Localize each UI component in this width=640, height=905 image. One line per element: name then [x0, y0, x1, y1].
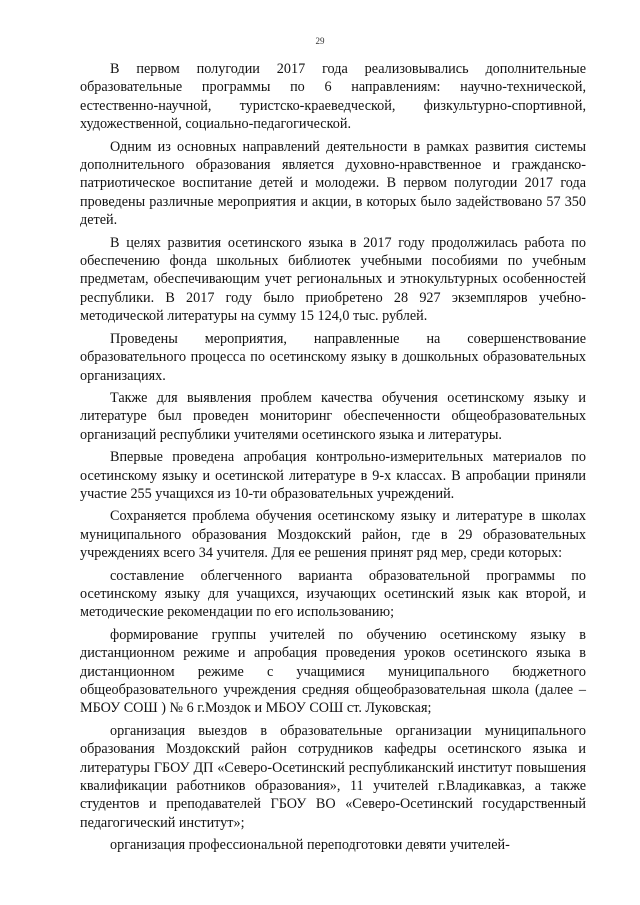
- paragraph-measure-visits: организация выездов в образовательные организации муниципального образования Моздокский район сотрудников кафедры осетинского языка и литературы ГБОУ ДП «Северо-Осетинский республиканский институт повышения квалификации работников образования», 11 учителей г.Владикавказ, а также студентов и преподавателей ГБОУ ВО «Северо-Осетинский государственный педагогический институт»;: [80, 722, 586, 831]
- paragraph-mozdok-problem: Сохраняется проблема обучения осетинскому языку и литературе в школах муниципального образования Моздокский район, где в 29 образовательных учреждениях всего 34 учителя. Для ее решения принят ряд мер, среди которых:: [80, 508, 586, 562]
- page-number: 29: [315, 36, 325, 46]
- paragraph-preschool-events: Проведены мероприятия, направленные на совершенствование образовательного процесса по осетинскому языку в дошкольных образовательных организациях.: [80, 330, 586, 384]
- paragraph-ossetian-language-development: В целях развития осетинского языка в 2017 году продолжилась работа по обеспечению фонда школьных библиотек учебными пособиями по учебным предметам, обеспечивающим учет региональных и этнокультурных особенностей республики. В 2017 году было приобретено 28 927 экземпляров учебно-методической литературы на сумму 15 124,0 тыс. рублей.: [80, 234, 586, 325]
- paragraph-measure-simplified-program: составление облегченного варианта образовательной программы по осетинскому языку для учащихся, изучающих осетинский язык как второй, и методические рекомендации по его использованию;: [80, 567, 586, 621]
- paragraph-measure-retraining: организация профессиональной переподготовки девяти учителей-: [110, 837, 510, 854]
- body-text: [80, 60, 586, 856]
- paragraph-testing-approbation: Впервые проведена апробация контрольно-измерительных материалов по осетинскому языку и осетинской литературе в 9-х классах. В апробации приняли участие 255 учащихся из 10-ти образовательных учреждений.: [80, 449, 586, 502]
- paragraph-moral-education: Одним из основных направлений деятельности в рамках развития системы дополнительного образования является духовно-нравственное и гражданско-патриотическое воспитание детей и молодежи. В первом полугодии 2017 года проведены различные мероприятия и акции, в которых было задействовано 57 350 детей.: [80, 138, 586, 229]
- paragraph-additional-programs: В первом полугодии 2017 года реализовывались дополнительные образовательные программы по 6 направлениям: научно-технической, естественно-научной, туристско-краеведческой, физкультурно-спортивной, художественной, социально-педагогической.: [80, 61, 586, 133]
- paragraph-monitoring: Также для выявления проблем качества обучения осетинскому языку и литературе был проведен мониторинг обеспеченности общеобразовательных организаций республики учителями осетинского языка и литературы.: [80, 389, 586, 443]
- paragraph-measure-remote-group: формирование группы учителей по обучению осетинскому языку в дистанционном режиме и апробация проведения уроков осетинского языка в дистанционном режиме с учащимися муниципального бюджетного общеобразовательного учреждения средняя общеобразовательная школа (далее – МБОУ СОШ ) № 6 г.Моздок и МБОУ СОШ ст. Луковская;: [80, 626, 586, 717]
